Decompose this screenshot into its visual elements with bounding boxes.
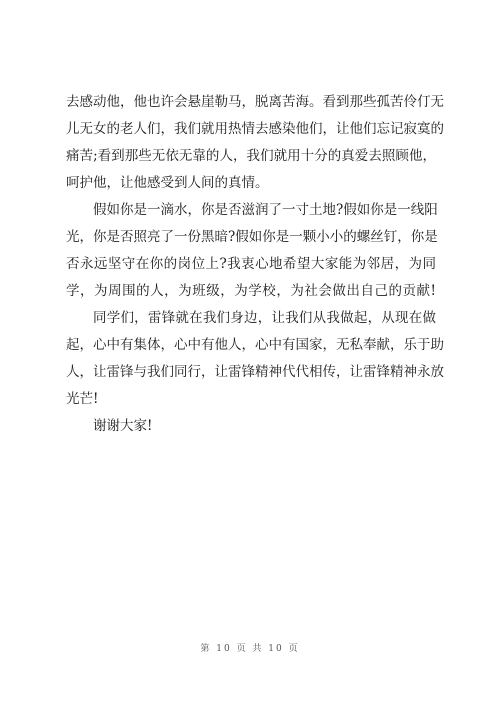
paragraph-1-line-4: 呵护他，让他感受到人间的真情。 (66, 175, 269, 191)
paragraph-1-line-1: 去感动他，他也许会悬崖勒马，脱离苦海。看到那些孤苦伶仃无 (66, 94, 444, 110)
paragraph-3-line-2: 起，心中有集体，心中有他人，心中有国家，无私奉献，乐于助 (66, 337, 444, 353)
paragraph-3-line-4: 光芒! (66, 391, 99, 407)
paragraph-1-line-2: 儿无女的老人们，我们就用热情去感染他们，让他们忘记寂寞的 (66, 121, 444, 137)
paragraph-4-line-1: 谢谢大家! (93, 418, 153, 434)
paragraph-2-line-3: 否永远坚守在你的岗位上?我衷心地希望大家能为邻居，为同 (66, 256, 436, 272)
paragraph-3-line-1: 同学们，雷锋就在我们身边，让我们从我做起，从现在做 (93, 310, 436, 326)
page-footer: 第 10 页 共 10 页 (200, 644, 300, 654)
paragraph-2-line-2: 光，你是否照亮了一份黑暗?假如你是一颗小小的螺丝钉，你是 (66, 229, 438, 245)
paragraph-3-line-3: 人，让雷锋与我们同行，让雷锋精神代代相传，让雷锋精神永放 (66, 364, 444, 380)
paragraph-1-line-3: 痛苦;看到那些无依无靠的人，我们就用十分的真爱去照顾他， (66, 148, 436, 164)
paragraph-2-line-1: 假如你是一滴水，你是否滋润了一寸土地?假如你是一线阳 (93, 202, 438, 218)
paragraph-2-line-4: 学，为周围的人，为班级，为学校，为社会做出自己的贡献! (66, 283, 436, 299)
